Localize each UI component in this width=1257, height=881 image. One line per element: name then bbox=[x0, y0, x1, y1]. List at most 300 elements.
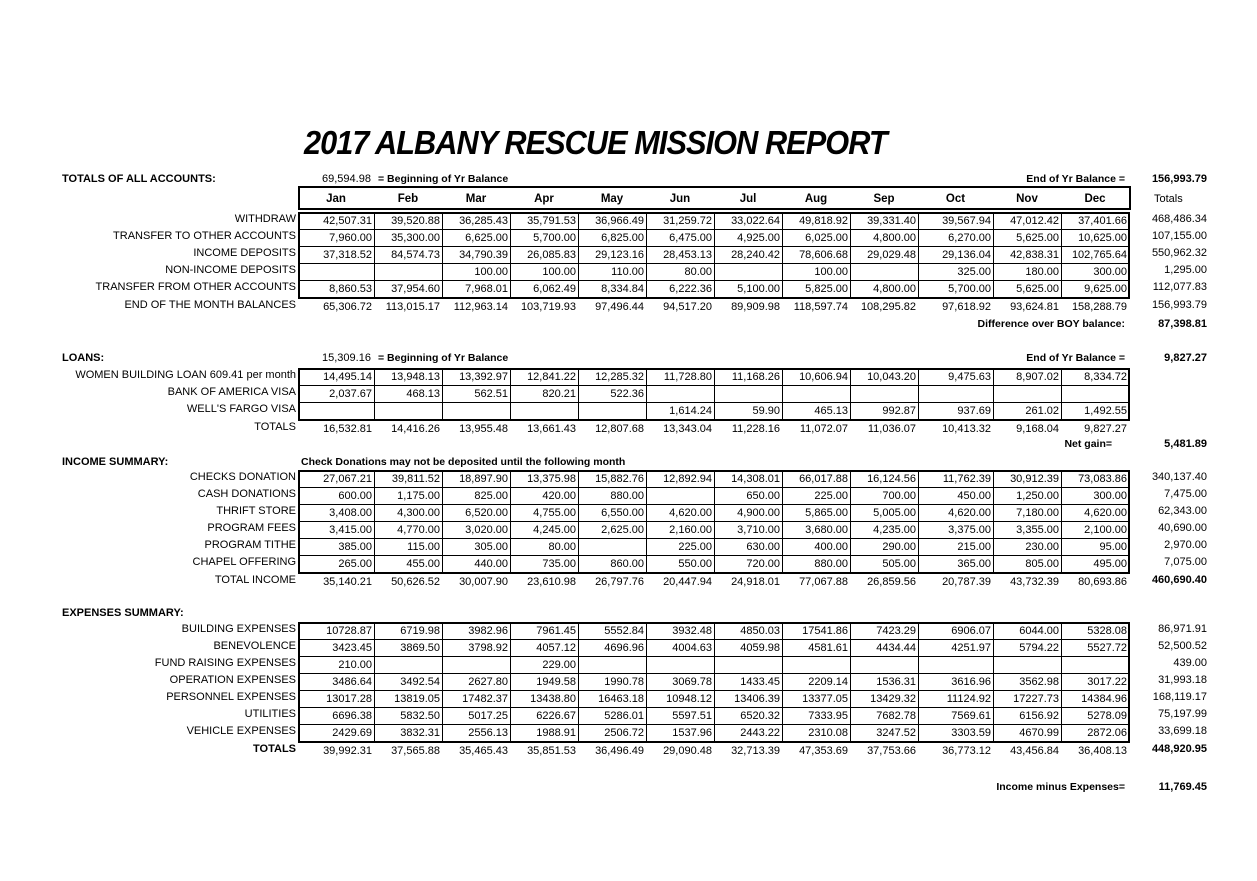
income-row-cell: 505.00 bbox=[882, 558, 916, 570]
loans-row-cell bbox=[578, 403, 646, 419]
expenses-row-cell: 7682.78 bbox=[876, 710, 916, 722]
income-row-cell: 365.00 bbox=[957, 558, 991, 570]
income-row-cell: 3,408.00 bbox=[329, 507, 372, 519]
expenses-row-cell: 7423.29 bbox=[876, 625, 916, 637]
loans-row-cell bbox=[298, 403, 374, 419]
accounts-eom-row-cell: 113,015.17 bbox=[385, 301, 440, 313]
income-row-cell: 4,770.00 bbox=[397, 524, 440, 536]
expenses-totals-row-cell: 35,465.43 bbox=[459, 745, 508, 757]
expenses-row-cell bbox=[1061, 657, 1129, 673]
income-row-cell: 5,865.00 bbox=[805, 507, 848, 519]
expenses-row-cell: 3798.92 bbox=[468, 642, 508, 654]
accounts-row-cell: 35,300.00 bbox=[391, 232, 440, 244]
accounts-row-cell: 5,700.00 bbox=[533, 232, 576, 244]
accounts-eom-row-total: 156,993.79 bbox=[1151, 299, 1207, 311]
income-row-cell: 550.00 bbox=[678, 558, 712, 570]
income-row-cell: 13,375.98 bbox=[527, 473, 576, 485]
loans-row-cell: 820.21 bbox=[542, 388, 576, 400]
accounts-eom-row-cell: 158,288.79 bbox=[1071, 301, 1127, 313]
accounts-eom-row-cell: 103,719.93 bbox=[520, 301, 576, 313]
month-header-mar: Mar bbox=[465, 193, 487, 205]
accounts-row-cell: 80.00 bbox=[684, 266, 712, 278]
accounts-row-label: TRANSFER FROM OTHER ACCOUNTS bbox=[95, 281, 296, 293]
income-row-cell: 225.00 bbox=[814, 490, 848, 502]
expenses-row-label: VEHICLE EXPENSES bbox=[186, 725, 296, 737]
accounts-eom-row-cell: 97,496.44 bbox=[595, 301, 644, 313]
accounts-row-cell: 42,507.31 bbox=[323, 215, 372, 227]
loans-row-cell: 465.13 bbox=[814, 405, 848, 417]
expenses-row-cell: 4059.98 bbox=[740, 642, 780, 654]
accounts-row-cell: 29,136.04 bbox=[942, 249, 991, 261]
accounts-row-cell: 39,331.40 bbox=[867, 215, 916, 227]
income-row-total: 2,970.00 bbox=[1164, 539, 1207, 551]
accounts-row-cell: 34,790.39 bbox=[459, 249, 508, 261]
loans-totals-row-cell: 9,168.04 bbox=[1016, 423, 1059, 435]
income-row-cell: 720.00 bbox=[746, 558, 780, 570]
accounts-row-cell: 100.00 bbox=[814, 266, 848, 278]
loans-row-cell: 11,168.26 bbox=[731, 371, 780, 383]
accounts-row-cell: 37,954.60 bbox=[391, 283, 440, 295]
accounts-row-cell: 39,567.94 bbox=[942, 215, 991, 227]
expenses-row-cell: 3069.78 bbox=[672, 676, 712, 688]
loans-net-value: 5,481.89 bbox=[1164, 438, 1207, 450]
loans-totals-row-cell: 11,036.07 bbox=[867, 423, 916, 435]
accounts-row-cell: 110.00 bbox=[611, 266, 644, 278]
loans-totals-row-cell: 13,661.43 bbox=[527, 423, 576, 435]
income-row-cell: 27,067.21 bbox=[323, 473, 372, 485]
accounts-row-cell: 6,625.00 bbox=[465, 232, 508, 244]
expenses-row-cell: 11124.92 bbox=[946, 693, 991, 705]
expenses-row-cell: 3017.22 bbox=[1087, 676, 1127, 688]
loans-row-cell: 562.51 bbox=[474, 388, 508, 400]
income-row-cell: 18,897.90 bbox=[459, 473, 508, 485]
expenses-row-cell: 1988.91 bbox=[536, 727, 576, 739]
expenses-row-cell: 4057.12 bbox=[536, 642, 576, 654]
income-row-total: 340,137.40 bbox=[1151, 471, 1207, 483]
expenses-row-cell: 3869.50 bbox=[400, 642, 440, 654]
income-row-cell: 14,308.01 bbox=[731, 473, 780, 485]
loans-row-cell: 14,495.14 bbox=[323, 371, 372, 383]
accounts-row-cell: 36,966.49 bbox=[595, 215, 644, 227]
expenses-totals-row-cell: 37,565.88 bbox=[391, 745, 440, 757]
accounts-row-total: 468,486.34 bbox=[1151, 213, 1207, 225]
accounts-row-cell: 37,318.52 bbox=[323, 249, 372, 261]
accounts-row-cell: 36,285.43 bbox=[459, 215, 508, 227]
expenses-row-cell bbox=[374, 657, 442, 673]
expenses-row-cell: 3492.54 bbox=[400, 676, 440, 688]
expenses-row-cell: 3423.45 bbox=[332, 642, 372, 654]
expenses-row-cell: 17482.37 bbox=[462, 693, 508, 705]
expenses-row-cell: 5278.09 bbox=[1087, 710, 1127, 722]
accounts-eom-row-cell: 65,306.72 bbox=[323, 301, 372, 313]
income-row-cell: 300.00 bbox=[1093, 490, 1127, 502]
expenses-row-cell: 2310.08 bbox=[808, 727, 848, 739]
income-row-cell: 30,912.39 bbox=[1010, 473, 1059, 485]
accounts-boy-value: 69,594.98 bbox=[322, 173, 371, 185]
accounts-row-cell: 6,825.00 bbox=[601, 232, 644, 244]
expenses-row-cell: 16463.18 bbox=[598, 693, 644, 705]
income-row-cell: 880.00 bbox=[610, 490, 644, 502]
income-row-cell: 66,017.88 bbox=[799, 473, 848, 485]
accounts-eom-row-cell: 94,517.20 bbox=[663, 301, 712, 313]
loans-row-cell: 9,475.63 bbox=[948, 371, 991, 383]
income-row-label: CASH DONATIONS bbox=[197, 488, 296, 500]
expenses-row-cell: 2209.14 bbox=[808, 676, 848, 688]
accounts-row-cell: 325.00 bbox=[957, 266, 991, 278]
accounts-row-cell: 29,029.48 bbox=[867, 249, 916, 261]
accounts-row-cell: 33,022.64 bbox=[731, 215, 780, 227]
accounts-row-cell: 39,520.88 bbox=[391, 215, 440, 227]
expenses-heading: EXPENSES SUMMARY: bbox=[62, 607, 184, 619]
income-row-cell: 225.00 bbox=[678, 541, 712, 553]
loans-eoy-value: 9,827.27 bbox=[1164, 352, 1207, 364]
expenses-row-cell: 14384.96 bbox=[1081, 693, 1127, 705]
expenses-row-cell: 4004.63 bbox=[672, 642, 712, 654]
loans-row-label: BANK OF AMERICA VISA bbox=[167, 386, 296, 398]
income-row-cell: 3,355.00 bbox=[1016, 524, 1059, 536]
expenses-totals-row-cell: 37,753.66 bbox=[867, 745, 916, 757]
expenses-row-cell: 4251.97 bbox=[951, 642, 991, 654]
expenses-row-cell: 3832.31 bbox=[400, 727, 440, 739]
expenses-row-cell: 3616.96 bbox=[951, 676, 991, 688]
expenses-totals-row-total: 448,920.95 bbox=[1151, 743, 1207, 755]
income-row-label: PROGRAM TITHE bbox=[204, 539, 296, 551]
expenses-row-cell: 13819.05 bbox=[394, 693, 440, 705]
accounts-row-label: WITHDRAW bbox=[234, 213, 296, 225]
loans-net-label: Net gain= bbox=[1064, 438, 1112, 450]
expenses-row-cell: 4434.44 bbox=[876, 642, 916, 654]
income-row-cell: 860.00 bbox=[610, 558, 644, 570]
loans-totals-row-cell: 14,416.26 bbox=[391, 423, 440, 435]
expenses-row-cell: 3247.52 bbox=[876, 727, 916, 739]
month-header-oct: Oct bbox=[945, 193, 966, 205]
report-title: 2017 ALBANY RESCUE MISSION REPORT bbox=[304, 124, 887, 161]
income-totals-row-cell: 80,693.86 bbox=[1078, 576, 1127, 588]
loans-row-cell: 11,728.80 bbox=[663, 371, 712, 383]
expenses-row-cell bbox=[993, 657, 1061, 673]
expenses-row-cell bbox=[442, 657, 510, 673]
income-row-cell: 6,550.00 bbox=[601, 507, 644, 519]
accounts-eom-row-cell: 118,597.74 bbox=[793, 301, 848, 313]
income-row-cell: 4,755.00 bbox=[533, 507, 576, 519]
accounts-row-cell: 5,700.00 bbox=[948, 283, 991, 295]
month-header-aug: Aug bbox=[804, 193, 828, 205]
accounts-row-cell: 29,123.16 bbox=[595, 249, 644, 261]
accounts-row-cell: 84,574.73 bbox=[391, 249, 440, 261]
expenses-row-cell bbox=[714, 657, 782, 673]
accounts-row-cell: 6,222.36 bbox=[669, 283, 712, 295]
income-row-cell: 1,175.00 bbox=[397, 490, 440, 502]
expenses-row-cell: 5527.72 bbox=[1087, 642, 1127, 654]
expenses-row-label: PERSONNEL EXPENSES bbox=[166, 691, 296, 703]
expenses-row-cell: 6226.67 bbox=[536, 710, 576, 722]
expenses-totals-row-label: TOTALS bbox=[253, 743, 296, 755]
expenses-row-label: UTILITIES bbox=[244, 708, 296, 720]
income-row-cell: 3,020.00 bbox=[465, 524, 508, 536]
income-row-cell: 495.00 bbox=[1093, 558, 1127, 570]
income-row-cell: 700.00 bbox=[882, 490, 916, 502]
expenses-row-cell bbox=[918, 657, 993, 673]
expenses-row-cell: 17227.73 bbox=[1013, 693, 1059, 705]
expenses-row-cell: 210.00 bbox=[338, 659, 372, 671]
expenses-row-cell: 5017.25 bbox=[468, 710, 508, 722]
income-row-cell: 3,415.00 bbox=[329, 524, 372, 536]
expenses-row-cell: 5597.51 bbox=[672, 710, 712, 722]
loans-row-cell: 8,334.72 bbox=[1084, 371, 1127, 383]
expenses-row-label: BENEVOLENCE bbox=[213, 640, 296, 652]
income-totals-row-cell: 23,610.98 bbox=[527, 576, 576, 588]
income-row-cell: 7,180.00 bbox=[1016, 507, 1059, 519]
income-row-cell: 2,100.00 bbox=[1084, 524, 1127, 536]
loans-row-cell: 13,392.97 bbox=[459, 371, 508, 383]
loans-row-cell bbox=[850, 386, 918, 402]
loans-row-cell: 8,907.02 bbox=[1016, 371, 1059, 383]
loans-row-cell: 2,037.67 bbox=[329, 388, 372, 400]
income-row-cell: 2,625.00 bbox=[601, 524, 644, 536]
expenses-row-cell: 4581.61 bbox=[808, 642, 848, 654]
loans-row-cell: 261.02 bbox=[1025, 405, 1059, 417]
expenses-row-cell: 3982.96 bbox=[468, 625, 508, 637]
loans-row-cell: 468.13 bbox=[406, 388, 440, 400]
income-row-cell: 400.00 bbox=[814, 541, 848, 553]
income-row-cell: 16,124.56 bbox=[867, 473, 916, 485]
accounts-row-cell: 180.00 bbox=[1025, 266, 1059, 278]
accounts-row-cell: 6,025.00 bbox=[805, 232, 848, 244]
income-row-total: 7,475.00 bbox=[1164, 488, 1207, 500]
expenses-row-cell: 1433.45 bbox=[740, 676, 780, 688]
expenses-row-cell: 17541.86 bbox=[802, 625, 848, 637]
accounts-eom-row-label: END OF THE MONTH BALANCES bbox=[124, 299, 296, 311]
month-header-jul: Jul bbox=[739, 193, 757, 205]
income-row-cell: 4,900.00 bbox=[737, 507, 780, 519]
income-row-cell bbox=[646, 488, 714, 504]
expenses-row-cell: 2872.06 bbox=[1087, 727, 1127, 739]
income-row-cell: 305.00 bbox=[474, 541, 508, 553]
income-totals-row-cell: 35,140.21 bbox=[323, 576, 372, 588]
expenses-row-cell: 6044.00 bbox=[1019, 625, 1059, 637]
loans-totals-row-cell: 11,228.16 bbox=[731, 423, 780, 435]
accounts-row-cell: 4,800.00 bbox=[873, 283, 916, 295]
month-header-dec: Dec bbox=[1084, 193, 1106, 205]
expenses-row-total: 86,971.91 bbox=[1158, 623, 1207, 635]
income-row-cell bbox=[578, 539, 646, 555]
loans-row-cell bbox=[510, 403, 578, 419]
loans-row-cell: 59.90 bbox=[752, 405, 780, 417]
expenses-row-total: 75,197.99 bbox=[1158, 708, 1207, 720]
accounts-eoy-label: End of Yr Balance = bbox=[1026, 173, 1125, 185]
income-row-cell: 115.00 bbox=[407, 541, 440, 553]
expenses-row-cell: 6520.32 bbox=[740, 710, 780, 722]
income-totals-row-cell: 43,732.39 bbox=[1010, 576, 1059, 588]
loans-totals-row-cell: 10,413.32 bbox=[942, 423, 991, 435]
expenses-row-cell: 6696.38 bbox=[332, 710, 372, 722]
accounts-row-label: TRANSFER TO OTHER ACCOUNTS bbox=[113, 230, 296, 242]
loans-row-cell: 10,606.94 bbox=[799, 371, 848, 383]
accounts-eom-row-cell: 93,624.81 bbox=[1010, 301, 1059, 313]
income-row-cell: 5,005.00 bbox=[873, 507, 916, 519]
expenses-totals-row-cell: 35,851.53 bbox=[527, 745, 576, 757]
income-totals-row-cell: 30,007.90 bbox=[459, 576, 508, 588]
accounts-row-cell: 10,625.00 bbox=[1078, 232, 1127, 244]
income-row-total: 7,075.00 bbox=[1164, 556, 1207, 568]
income-row-cell: 735.00 bbox=[542, 558, 576, 570]
income-row-cell: 73,083.86 bbox=[1078, 473, 1127, 485]
income-totals-row-cell: 26,859.56 bbox=[867, 576, 916, 588]
income-row-label: CHECKS DONATION bbox=[189, 471, 296, 483]
income-row-cell: 230.00 bbox=[1025, 541, 1059, 553]
income-row-cell: 15,882.76 bbox=[595, 473, 644, 485]
month-header-apr: Apr bbox=[534, 193, 554, 205]
month-header-jan: Jan bbox=[326, 193, 346, 205]
accounts-row-cell: 5,625.00 bbox=[1016, 283, 1059, 295]
loans-row-cell: 937.69 bbox=[957, 405, 991, 417]
income-row-cell: 4,235.00 bbox=[873, 524, 916, 536]
loans-row-cell bbox=[374, 403, 442, 419]
accounts-row-total: 550,962.32 bbox=[1151, 247, 1207, 259]
income-row-total: 62,343.00 bbox=[1158, 505, 1207, 517]
expenses-row-cell: 3486.64 bbox=[332, 676, 372, 688]
loans-row-cell: 522.36 bbox=[610, 388, 644, 400]
expenses-row-cell: 13017.28 bbox=[326, 693, 372, 705]
accounts-row-total: 107,155.00 bbox=[1151, 230, 1207, 242]
accounts-row-cell: 5,825.00 bbox=[805, 283, 848, 295]
loans-row-label: WOMEN BUILDING LOAN 609.41 per month bbox=[75, 369, 296, 381]
expenses-row-cell: 1536.31 bbox=[876, 676, 916, 688]
income-row-cell: 650.00 bbox=[746, 490, 780, 502]
loans-row-cell: 1,492.55 bbox=[1084, 405, 1127, 417]
accounts-row-label: INCOME DEPOSITS bbox=[193, 247, 296, 259]
income-row-cell: 880.00 bbox=[814, 558, 848, 570]
income-totals-row-cell: 26,797.76 bbox=[595, 576, 644, 588]
accounts-row-cell: 8,860.53 bbox=[329, 283, 372, 295]
expenses-totals-row-cell: 29,090.48 bbox=[663, 745, 712, 757]
expenses-row-cell: 10948.12 bbox=[666, 693, 712, 705]
expenses-row-label: FUND RAISING EXPENSES bbox=[154, 657, 296, 669]
income-row-label: CHAPEL OFFERING bbox=[192, 556, 296, 568]
expenses-totals-row-cell: 32,713.39 bbox=[731, 745, 780, 757]
accounts-eom-row-cell: 112,963.14 bbox=[453, 301, 508, 313]
accounts-row-cell: 8,334.84 bbox=[601, 283, 644, 295]
income-row-label: THRIFT STORE bbox=[216, 505, 296, 517]
income-totals-row-label: TOTAL INCOME bbox=[214, 574, 296, 586]
income-totals-row-cell: 20,447.94 bbox=[663, 576, 712, 588]
expenses-row-cell: 7333.95 bbox=[808, 710, 848, 722]
income-row-cell: 3,710.00 bbox=[737, 524, 780, 536]
accounts-row-cell: 31,259.72 bbox=[663, 215, 712, 227]
loans-totals-row-cell: 12,807.68 bbox=[595, 423, 644, 435]
accounts-eom-row-cell: 97,618.92 bbox=[942, 301, 991, 313]
expenses-row-cell: 3303.59 bbox=[951, 727, 991, 739]
loans-row-cell: 10,043.20 bbox=[867, 371, 916, 383]
summary-label: Income minus Expenses= bbox=[996, 781, 1125, 793]
accounts-row-cell: 28,240.42 bbox=[731, 249, 780, 261]
expenses-row-cell bbox=[578, 657, 646, 673]
expenses-row-cell: 3932.48 bbox=[672, 625, 712, 637]
income-row-cell: 825.00 bbox=[474, 490, 508, 502]
income-row-cell: 6,520.00 bbox=[465, 507, 508, 519]
income-row-cell: 80.00 bbox=[548, 541, 576, 553]
expenses-row-cell: 5286.01 bbox=[604, 710, 644, 722]
expenses-row-cell: 229.00 bbox=[542, 659, 576, 671]
month-header-feb: Feb bbox=[397, 193, 419, 205]
month-header-row bbox=[304, 188, 1130, 210]
income-row-cell: 39,811.52 bbox=[391, 473, 440, 485]
expenses-row-cell: 10728.87 bbox=[326, 625, 372, 637]
loans-boy-value: 15,309.16 bbox=[322, 352, 371, 364]
expenses-row-cell: 13429.32 bbox=[870, 693, 916, 705]
expenses-row-cell: 6719.98 bbox=[400, 625, 440, 637]
loans-row-cell bbox=[714, 386, 782, 402]
income-row-cell: 4,620.00 bbox=[1084, 507, 1127, 519]
expenses-row-label: OPERATION EXPENSES bbox=[169, 674, 296, 686]
expenses-row-total: 439.00 bbox=[1173, 657, 1207, 669]
expenses-row-cell: 5552.84 bbox=[604, 625, 644, 637]
accounts-eom-row-cell: 89,909.98 bbox=[731, 301, 780, 313]
expenses-totals-row-cell: 36,773.12 bbox=[942, 745, 991, 757]
accounts-row-cell: 42,838.31 bbox=[1010, 249, 1059, 261]
loans-row-cell bbox=[442, 403, 510, 419]
expenses-row-cell: 13406.39 bbox=[734, 693, 780, 705]
month-header-may: May bbox=[600, 193, 624, 205]
expenses-row-cell: 2429.69 bbox=[332, 727, 372, 739]
accounts-diff-value: 87,398.81 bbox=[1158, 318, 1207, 330]
expenses-row-cell: 6156.92 bbox=[1019, 710, 1059, 722]
accounts-heading: TOTALS OF ALL ACCOUNTS: bbox=[62, 173, 216, 185]
expenses-row-total: 31,993.18 bbox=[1158, 674, 1207, 686]
accounts-row-cell: 35,791.53 bbox=[527, 215, 576, 227]
loans-row-cell: 13,948.13 bbox=[391, 371, 440, 383]
accounts-row-label: NON-INCOME DEPOSITS bbox=[165, 264, 296, 276]
accounts-row-cell: 5,625.00 bbox=[1016, 232, 1059, 244]
income-row-label: PROGRAM FEES bbox=[207, 522, 296, 534]
income-totals-row-cell: 20,787.39 bbox=[942, 576, 991, 588]
expenses-row-cell: 6906.07 bbox=[951, 625, 991, 637]
accounts-row-total: 1,295.00 bbox=[1164, 264, 1207, 276]
expenses-row-cell: 4696.96 bbox=[604, 642, 644, 654]
loans-row-cell: 992.87 bbox=[882, 405, 916, 417]
loans-row-label: WELL'S FARGO VISA bbox=[186, 403, 296, 415]
income-row-cell: 3,375.00 bbox=[948, 524, 991, 536]
expenses-row-total: 52,500.52 bbox=[1158, 640, 1207, 652]
income-row-cell: 630.00 bbox=[746, 541, 780, 553]
accounts-row-cell: 5,100.00 bbox=[737, 283, 780, 295]
income-row-cell: 265.00 bbox=[338, 558, 372, 570]
expenses-row-cell: 5328.08 bbox=[1087, 625, 1127, 637]
accounts-row-cell bbox=[374, 264, 442, 280]
loans-totals-row-label: TOTALS bbox=[254, 421, 296, 433]
income-row-cell: 420.00 bbox=[542, 490, 576, 502]
accounts-eom-row-cell: 108,295.82 bbox=[860, 301, 916, 313]
expenses-row-cell: 2627.80 bbox=[468, 676, 508, 688]
accounts-row-cell: 7,968.01 bbox=[465, 283, 508, 295]
income-row-cell: 95.00 bbox=[1099, 541, 1127, 553]
loans-row-cell bbox=[1061, 386, 1129, 402]
expenses-row-cell: 1990.78 bbox=[604, 676, 644, 688]
accounts-row-total: 112,077.83 bbox=[1152, 281, 1207, 293]
expenses-row-cell bbox=[850, 657, 918, 673]
expenses-row-cell: 7569.61 bbox=[951, 710, 991, 722]
accounts-row-cell: 49,818.92 bbox=[799, 215, 848, 227]
expenses-totals-row-cell: 43,456.84 bbox=[1010, 745, 1059, 757]
expenses-row-cell: 5794.22 bbox=[1019, 642, 1059, 654]
loans-totals-row-cell: 16,532.81 bbox=[323, 423, 372, 435]
accounts-row-cell: 78,606.68 bbox=[799, 249, 848, 261]
loans-eoy-label: End of Yr Balance = bbox=[1026, 352, 1125, 364]
loans-row-cell: 1,614.24 bbox=[669, 405, 712, 417]
income-row-cell: 12,892.94 bbox=[663, 473, 712, 485]
expenses-row-cell: 13438.80 bbox=[530, 693, 576, 705]
accounts-row-cell: 102,765.64 bbox=[1071, 249, 1127, 261]
